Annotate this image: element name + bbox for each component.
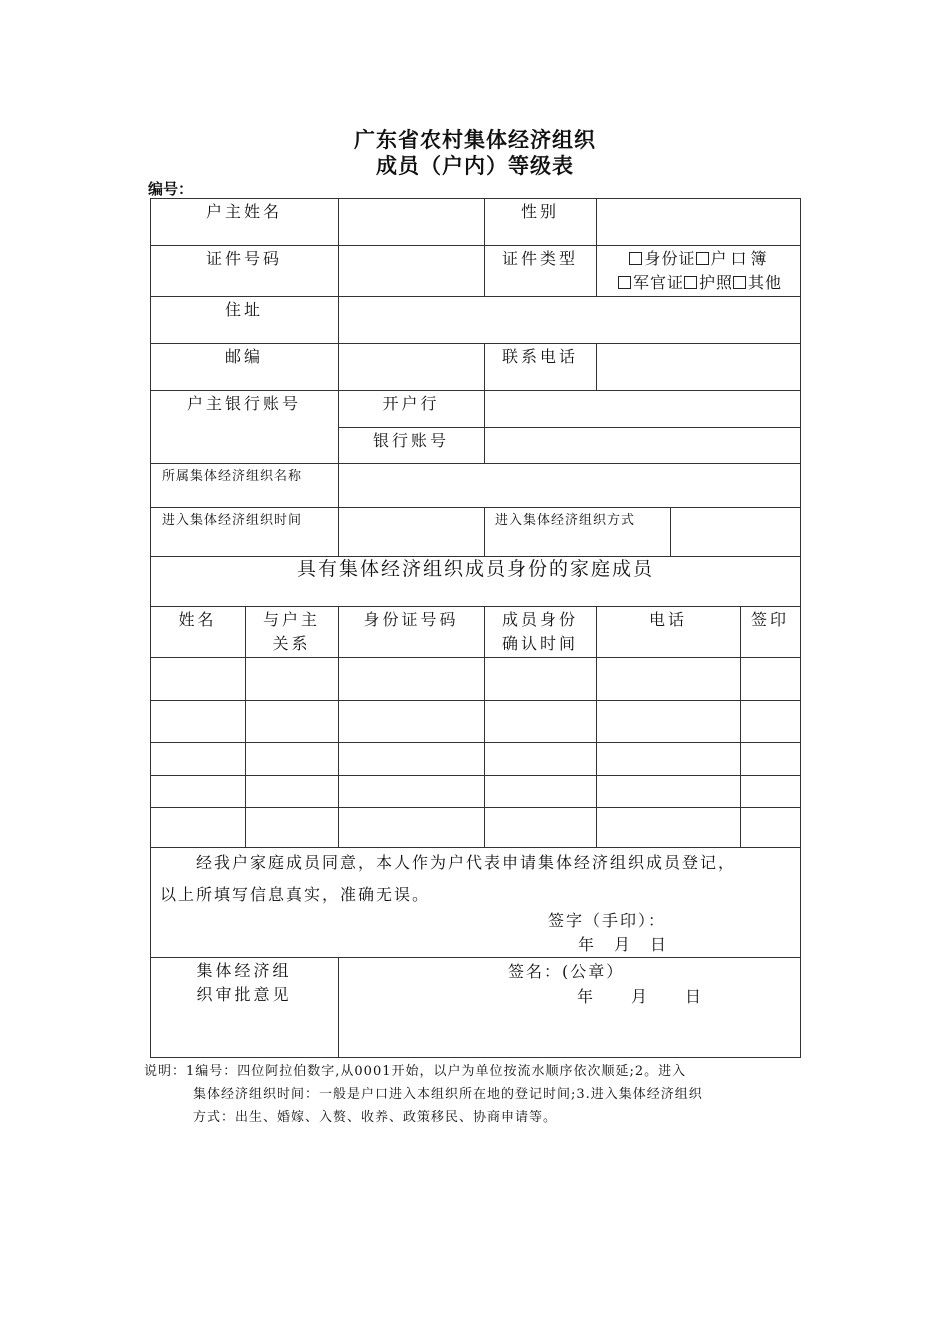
column-divider [670, 507, 671, 556]
statement-sign-label: 签字（手印）： [548, 911, 667, 930]
note-line3: 方式：出生、婚嫁、入赘、收养、政策移民、协商申请等。 [193, 1110, 558, 1125]
approval-label: 集体经济组 织审批意见 [196, 961, 292, 1004]
column-divider [338, 957, 339, 1057]
checkbox-other[interactable] [733, 276, 746, 289]
row-divider [150, 847, 801, 848]
gender-label: 性别 [520, 202, 559, 221]
form-title-line1: 广东省农村集体经济组织 [354, 127, 596, 152]
row-divider [150, 606, 801, 607]
row-divider [150, 343, 801, 344]
row-divider [150, 245, 801, 246]
table-border-top [150, 198, 801, 199]
column-divider [338, 198, 339, 556]
members-section-title: 具有集体经济组织成员身份的家庭成员 [296, 558, 654, 580]
table-border-bottom [150, 1057, 801, 1058]
row-divider [150, 700, 801, 701]
statement-line2: 以上所填写信息真实，准确无误。 [160, 885, 431, 904]
join-time-label: 进入集体经济组织时间 [162, 513, 303, 528]
address-label: 住址 [224, 300, 263, 319]
row-divider [150, 390, 801, 391]
row-divider [150, 807, 801, 808]
col-id-number-header: 身份证号码 [363, 610, 459, 629]
column-divider [596, 198, 597, 296]
row-divider [150, 775, 801, 776]
col-name-header: 姓名 [178, 610, 217, 629]
phone-label: 联系电话 [501, 347, 578, 366]
option-household-register-label: 户口簿 [710, 249, 771, 268]
checkbox-military-id[interactable] [618, 276, 631, 289]
col-confirm-time-header: 成员身份 确认时间 [501, 610, 578, 653]
row-divider [150, 742, 801, 743]
doc-number-label: 编号： [148, 180, 194, 198]
column-divider [740, 606, 741, 847]
id-type-label: 证件类型 [501, 249, 578, 268]
form-title-line2: 成员（户内）等级表 [376, 153, 574, 178]
row-divider [338, 427, 801, 428]
checkbox-id-card[interactable] [629, 252, 642, 265]
option-military-id-label: 军官证 [632, 273, 684, 292]
bank-account-label: 户主银行账号 [186, 394, 301, 413]
option-id-card-label: 身份证 [644, 249, 696, 268]
column-divider [596, 343, 597, 390]
approval-date: 年 月 日 [577, 987, 704, 1006]
col-seal-header: 签印 [750, 610, 789, 629]
org-name-label: 所属集体经济组织名称 [162, 469, 303, 484]
col-phone-header: 电话 [648, 610, 687, 629]
account-no-label: 银行账号 [372, 431, 449, 450]
id-number-label: 证件号码 [205, 249, 282, 268]
join-method-label: 进入集体经济组织方式 [495, 513, 636, 528]
approval-sign-label: 签名：(公章） [508, 962, 625, 981]
row-divider [150, 296, 801, 297]
postcode-label: 邮编 [224, 347, 263, 366]
statement-line1: 经我户家庭成员同意，本人作为户代表申请集体经济组织成员登记， [196, 853, 737, 872]
option-passport-label: 护照 [698, 273, 733, 292]
column-divider [596, 606, 597, 847]
col-relation-header: 与户主 关系 [262, 610, 320, 653]
column-divider [484, 507, 485, 556]
note-line2: 集体经济组织时间：一般是户口进入本组织所在地的登记时间;3.进入集体经济组织 [193, 1087, 703, 1102]
option-other-label: 其他 [748, 273, 783, 292]
row-divider [150, 463, 801, 464]
note-line1: 说明：1编号：四位阿拉伯数字,从0001开始，以户为单位按流水顺序依次顺延;2。进入 [144, 1064, 687, 1079]
statement-date: 年 月 日 [578, 935, 669, 954]
table-border-right [800, 198, 801, 1058]
row-divider [150, 957, 801, 958]
column-divider [338, 606, 339, 847]
id-type-options [600, 247, 800, 295]
checkbox-household-register[interactable] [696, 252, 709, 265]
row-divider [150, 507, 801, 508]
row-divider [150, 657, 801, 658]
bank-name-label: 开户行 [382, 394, 440, 413]
householder-name-label: 户主姓名 [205, 202, 282, 221]
checkbox-passport[interactable] [684, 276, 697, 289]
